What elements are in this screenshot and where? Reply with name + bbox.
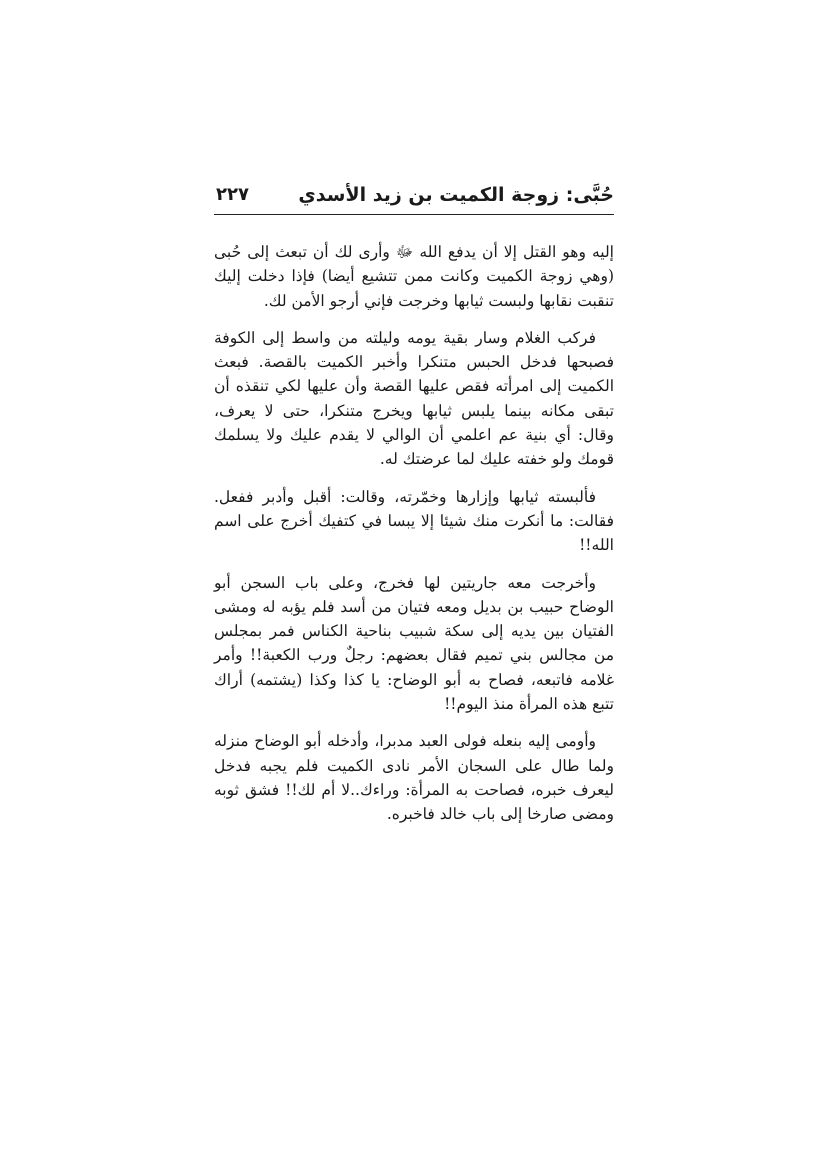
page-number: ٢٢٧: [216, 184, 249, 205]
paragraph-1: إليه وهو القتل إلا أن يدفع الله ﷻ وأرى لك أن تبعث إلى حُبى (وهي زوجة الكميت وكانت ممن تتشيع أيضا) فإذا دخلت إليك تنقبت نقابها ولبست ثيابها وخرجت فإني أرجو الأمن لك.: [214, 243, 614, 310]
chapter-title: حُبَّى: زوجة الكميت بن زيد الأسدي: [298, 184, 614, 206]
header-divider: [214, 214, 614, 215]
paragraph-3: فألبسته ثيابها وإزارها وخمّرته، وقالت: أقبل وأدبر ففعل. فقالت: ما أنكرت منك شيئا إلا يبسا في كتفيك أخرج على اسم الله!!: [214, 487, 614, 555]
paragraph-5: وأومى إليه بنعله فولى العبد مدبرا، وأدخله أبو الوضاح منزله ولما طال على السجان الأمر نادى الكميت فلم يجبه فدخل ليعرف خبره، فصاحت به المرأة: وراءك..لا أم لك!! فشق ثوبه ومضى صارخا إلى باب خالد فاخبره.: [214, 732, 614, 824]
body-text: [214, 240, 614, 840]
paragraph-4: وأخرجت معه جاريتين لها فخرج، وعلى باب السجن أبو الوضاح حبيب بن بديل ومعه فتيان من أسد فلم يؤبه له ومشى الفتيان بين يديه إلى سكة شبيب بناحية الكناس فمر بمجلس من مجالس بني تميم فقال بعضهم: رجلٌ ورب الكعبة!! وأمر غلامه فاتبعه، فصاح به أبو الوضاح: يا كذا وكذا (يشتمه) أراك تتبع هذه المرأة منذ اليوم!!: [214, 573, 614, 714]
running-header: [214, 180, 614, 214]
paragraph-2: فركب الغلام وسار بقية يومه وليلته من واسط إلى الكوفة فصبحها فدخل الحبس متنكرا وأخبر الكميت بالقصة. فبعث الكميت إلى امرأته فقص عليها القصة وأن عليها لكي تنقذه أن تبقى مكانه بينما يلبس ثيابها ويخرج متنكرا، حتى لا يعرف، وقال: أي بنية عم اعلمي أن الوالي لا يقدم عليك ولا يسلمك قومك ولو خفته عليك لما عرضتك له.: [214, 328, 614, 469]
